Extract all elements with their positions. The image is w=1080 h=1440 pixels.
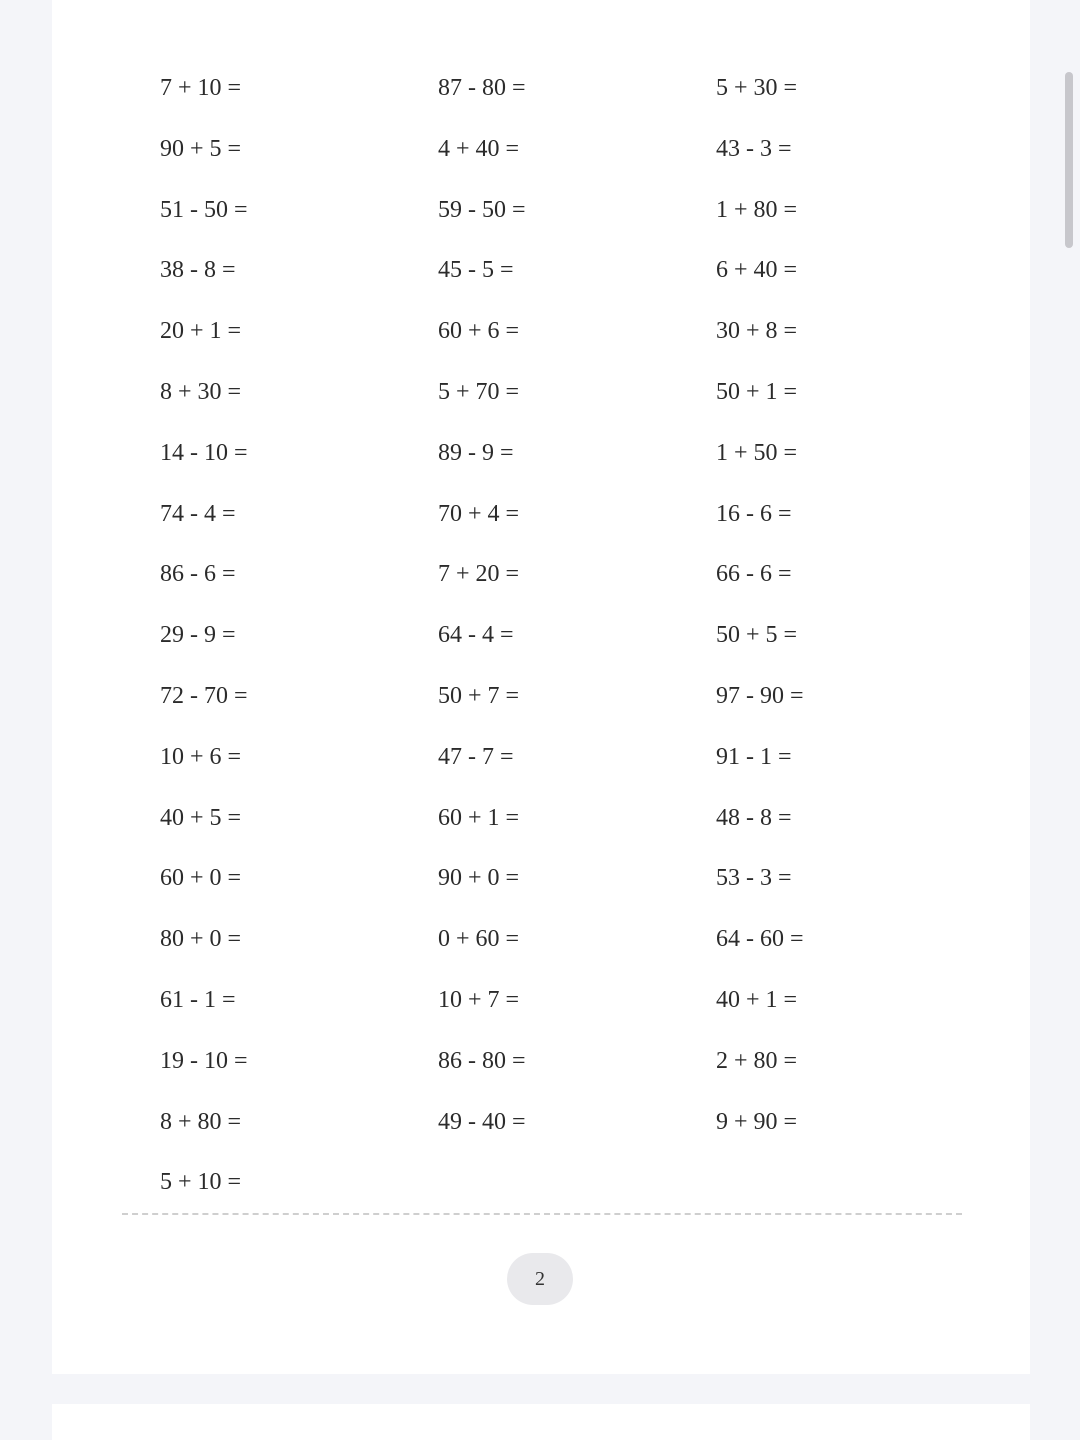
math-problem: 8 + 80 = <box>160 1108 242 1135</box>
page-divider <box>122 1213 962 1215</box>
scrollbar-thumb[interactable] <box>1065 72 1073 248</box>
math-problem: 90 + 0 = <box>438 865 520 892</box>
math-problem: 30 + 8 = <box>716 318 798 345</box>
math-problem: 72 - 70 = <box>160 682 248 709</box>
next-page-preview <box>52 1404 1030 1440</box>
math-problem: 80 + 0 = <box>160 926 242 953</box>
math-problem: 64 - 60 = <box>716 926 804 953</box>
math-problem: 43 - 3 = <box>716 135 792 162</box>
math-problem: 59 - 50 = <box>438 196 526 223</box>
math-problem: 45 - 5 = <box>438 257 514 284</box>
math-problem: 74 - 4 = <box>160 500 236 527</box>
math-problem: 47 - 7 = <box>438 743 514 770</box>
math-problem: 60 + 0 = <box>160 865 242 892</box>
math-problem: 38 - 8 = <box>160 257 236 284</box>
math-problem: 50 + 1 = <box>716 378 798 405</box>
math-problem: 87 - 80 = <box>438 75 526 101</box>
math-problem: 10 + 6 = <box>160 743 242 770</box>
math-problem: 16 - 6 = <box>716 500 792 527</box>
math-problem: 86 - 80 = <box>438 1047 526 1074</box>
math-problem: 29 - 9 = <box>160 622 236 649</box>
math-problem: 2 + 80 = <box>716 1047 798 1074</box>
math-problem: 64 - 4 = <box>438 622 514 649</box>
math-problem: 60 + 6 = <box>438 318 520 345</box>
math-problem: 5 + 10 = <box>160 1169 242 1196</box>
math-problem: 4 + 40 = <box>438 135 520 162</box>
math-problem: 14 - 10 = <box>160 439 248 466</box>
problem-grid <box>160 58 1000 1213</box>
math-problem: 0 + 60 = <box>438 926 520 953</box>
math-problem: 97 - 90 = <box>716 682 804 709</box>
math-problem: 48 - 8 = <box>716 804 792 831</box>
math-problem: 1 + 50 = <box>716 439 798 466</box>
math-problem: 61 - 1 = <box>160 986 236 1013</box>
math-problem: 66 - 6 = <box>716 561 792 588</box>
math-problem: 60 + 1 = <box>438 804 520 831</box>
math-problem: 1 + 80 = <box>716 196 798 223</box>
math-problem: 49 - 40 = <box>438 1108 526 1135</box>
math-problem: 20 + 1 = <box>160 318 242 345</box>
math-problem: 51 - 50 = <box>160 196 248 223</box>
math-problem: 19 - 10 = <box>160 1047 248 1074</box>
math-problem: 7 + 10 = <box>160 75 242 101</box>
math-problem: 50 + 5 = <box>716 622 798 649</box>
math-problem: 10 + 7 = <box>438 986 520 1013</box>
math-problem: 6 + 40 = <box>716 257 798 284</box>
math-problem: 5 + 30 = <box>716 75 798 101</box>
math-problem: 53 - 3 = <box>716 865 792 892</box>
math-problem: 91 - 1 = <box>716 743 792 770</box>
math-problem: 86 - 6 = <box>160 561 236 588</box>
math-problem: 70 + 4 = <box>438 500 520 527</box>
math-problem: 9 + 90 = <box>716 1108 798 1135</box>
math-problem: 7 + 20 = <box>438 561 520 588</box>
worksheet-page <box>52 0 1030 1374</box>
page-number-badge: 2 <box>507 1253 573 1305</box>
math-problem: 5 + 70 = <box>438 378 520 405</box>
math-problem: 50 + 7 = <box>438 682 520 709</box>
math-problem: 8 + 30 = <box>160 378 242 405</box>
math-problem: 40 + 1 = <box>716 986 798 1013</box>
math-problem: 90 + 5 = <box>160 135 242 162</box>
math-problem: 40 + 5 = <box>160 804 242 831</box>
math-problem: 89 - 9 = <box>438 439 514 466</box>
